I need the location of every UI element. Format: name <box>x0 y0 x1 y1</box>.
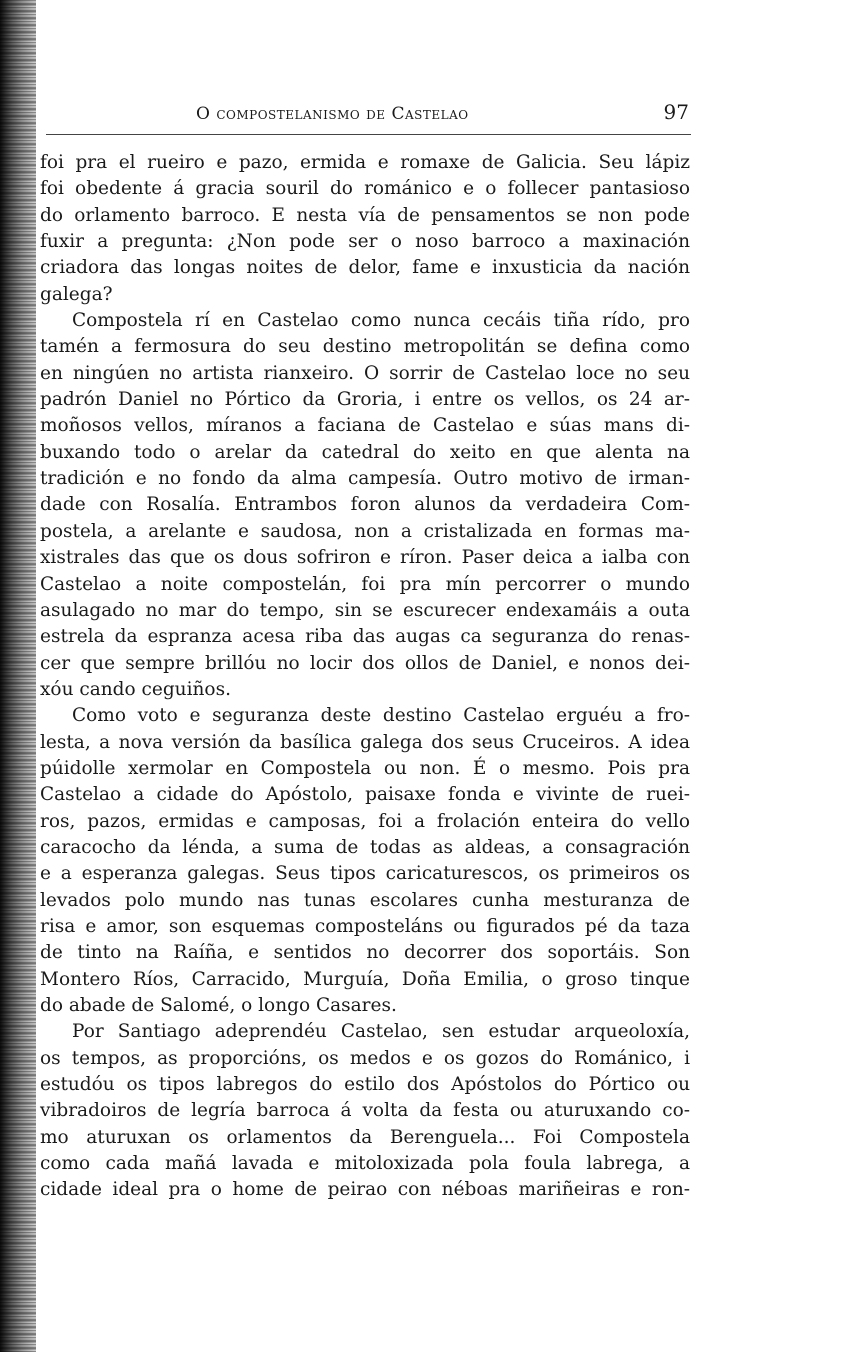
text-line: xistrales das que os dous sofriron e ríron. Paser deica a ialba con <box>40 547 690 569</box>
text-line: criadora das longas noites de delor, fame e inxusticia da nación <box>40 257 690 279</box>
text-line: do abade de Salomé, o longo Casares. <box>40 995 397 1016</box>
text-line: postela, a arelante e saudosa, non a cristalizada en formas ma- <box>40 520 690 542</box>
text-line: Castelao a noite compostelán, foi pra mín percorrer o mundo <box>40 573 690 595</box>
text-line: lesta, a nova versión da basílica galega dos seus Cruceiros. A idea <box>40 731 690 753</box>
text-line: ros, pazos, ermidas e camposas, foi a frolación enteira do vello <box>40 810 690 832</box>
body-text <box>40 150 690 1204</box>
text-line: fuxir a pregunta: ¿Non pode ser o noso barroco a maxinación <box>40 231 690 253</box>
scanned-binding-edge <box>0 0 36 1352</box>
text-line: foi obedente á gracia souril do románico e o follecer pantasioso <box>40 178 690 200</box>
text-line: Por Santiago adeprendéu Castelao, sen estudar arqueoloxía, <box>72 1021 690 1043</box>
text-line: de tinto na Raíña, e sentidos no decorrer dos soportáis. Son <box>40 942 690 964</box>
text-line: padrón Daniel no Pórtico da Groria, i entre os vellos, os 24 ar- <box>40 389 690 411</box>
text-line: Compostela rí en Castelao como nunca cecáis tiña rído, pro <box>72 310 690 332</box>
text-line: buxando todo o arelar da catedral do xeito en que alenta na <box>40 441 690 463</box>
text-line: galega? <box>40 283 113 305</box>
header-rule <box>46 134 691 135</box>
text-line: vibradoiros de legría barroca á volta da festa ou aturuxando co- <box>40 1100 690 1122</box>
text-line: Castelao a cidade do Apóstolo, paisaxe fonda e vivinte de ruei- <box>40 784 690 806</box>
text-line: risa e amor, son esquemas composteláns ou figurados pé da taza <box>40 915 690 937</box>
text-line: xóu cando ceguiños. <box>40 678 231 700</box>
text-line: foi pra el rueiro e pazo, ermida e romaxe de Galicia. Seu lápiz <box>40 152 690 173</box>
text-line: estudóu os tipos labregos do estilo dos Apóstolos do Pórtico ou <box>40 1074 690 1096</box>
running-title: O compostelanismo de Castelao <box>196 104 469 124</box>
text-line: levados polo mundo nas tunas escolares cunha mesturanza de <box>40 889 690 911</box>
text-line: do orlamento barroco. E nesta vía de pensamentos se non pode <box>40 204 690 226</box>
text-line: tamén a fermosura do seu destino metropolitán se defina como <box>40 336 690 358</box>
text-line: cer que sempre brillóu no locir dos ollos de Daniel, e nonos dei- <box>40 652 690 674</box>
text-line: moñosos vellos, míranos a faciana de Castelao e súas mans di- <box>40 415 690 437</box>
text-line: cidade ideal pra o home de peirao con néboas mariñeiras e ron- <box>40 1179 690 1201</box>
text-line: os tempos, as proporcións, os medos e os gozos do Románico, i <box>40 1047 690 1069</box>
text-line: púidolle xermolar en Compostela ou non. É o mesmo. Pois pra <box>40 757 690 779</box>
text-line: mo aturuxan os orlamentos da Berenguela... Foi Compostela <box>40 1126 690 1148</box>
text-line: caracocho da lénda, a suma de todas as aldeas, a consagración <box>40 836 690 858</box>
text-line: en ningúen no artista rianxeiro. O sorrir de Castelao loce no seu <box>40 362 690 384</box>
page-number: 97 <box>663 100 689 124</box>
text-line: tradición e no fondo da alma campesía. Outro motivo de irman- <box>40 468 690 490</box>
text-line: estrela da espranza acesa riba das augas ca seguranza do renas- <box>40 626 690 648</box>
running-head <box>46 100 691 130</box>
text-line: dade con Rosalía. Entrambos foron alunos da verdadeira Com- <box>40 494 690 516</box>
text-line: asulagado no mar do tempo, sin se escurecer endexamáis a outa <box>40 599 690 621</box>
text-line: como cada mañá lavada e mitoloxizada pola foula labrega, a <box>40 1153 690 1175</box>
text-line: Como voto e seguranza deste destino Castelao erguéu a fro- <box>72 705 690 727</box>
text-line: e a esperanza galegas. Seus tipos caricaturescos, os primeiros os <box>40 863 690 885</box>
text-line: Montero Ríos, Carracido, Murguía, Doña Emilia, o groso tinque <box>40 968 690 990</box>
